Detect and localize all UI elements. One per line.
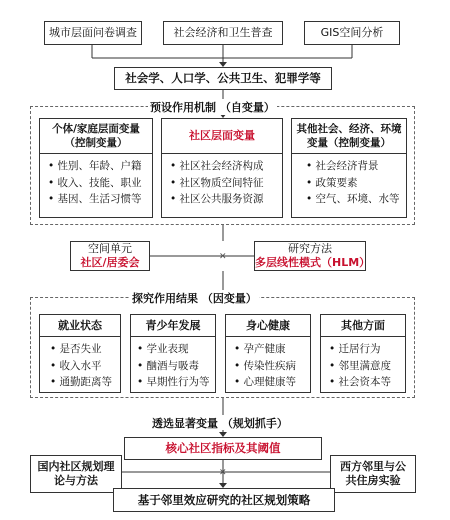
western-experiment-box xyxy=(330,455,416,493)
domestic-theory-label: 国内社区规划理论与方法 xyxy=(37,460,115,487)
result-col-title: 身心健康 xyxy=(226,315,310,337)
mechanism-col-title: 个体/家庭层面变量（控制变量） xyxy=(40,119,152,154)
list-item: • 空气、环境、水等 xyxy=(306,191,406,207)
list-item: • 传染性疾病 xyxy=(234,358,310,374)
list-item: • 通勤距离等 xyxy=(50,374,120,390)
list-item: • 社区公共服务资源 xyxy=(170,191,282,207)
source-census xyxy=(163,21,283,45)
western-experiment-label: 西方邻里与公共住房实验 xyxy=(340,460,406,487)
list-item: • 学业表现 xyxy=(137,341,215,357)
list-item: • 收入、技能、职业 xyxy=(48,175,152,191)
research-method-value: 多层线性模式（HLM） xyxy=(255,256,371,269)
core-indicator-box xyxy=(124,437,322,460)
result-col-title: 青少年发展 xyxy=(131,315,215,337)
research-method-box xyxy=(254,241,371,271)
result-col-title: 其他方面 xyxy=(321,315,405,337)
result-col-other xyxy=(320,314,406,393)
mechanism-col-title: 社区层面变量 xyxy=(162,119,282,154)
source-gis-label: GIS空间分析 xyxy=(320,26,384,40)
mechanism-col-title: 其他社会、经济、环境变量（控制变量） xyxy=(292,119,406,154)
list-item: • 早期性行为等 xyxy=(137,374,215,390)
results-label: 探究作用结果 （因变量） xyxy=(132,292,257,305)
result-col-title: 就业状态 xyxy=(40,315,120,337)
svg-text:✕: ✕ xyxy=(219,252,227,262)
research-method-title: 研究方法 xyxy=(288,242,332,256)
list-item: • 社会资本等 xyxy=(329,374,405,390)
disciplines-box xyxy=(114,67,332,90)
list-item: • 酗酒与吸毒 xyxy=(137,358,215,374)
spatial-unit-value: 社区/居委会 xyxy=(80,256,140,269)
list-item: • 是否失业 xyxy=(50,341,120,357)
list-item: • 政策要素 xyxy=(306,175,406,191)
result-col-youth xyxy=(130,314,216,393)
list-item: • 社区物质空间特征 xyxy=(170,175,282,191)
spatial-unit-title: 空间单元 xyxy=(88,242,132,256)
svg-text:✕: ✕ xyxy=(219,468,227,478)
final-strategy-box xyxy=(113,488,335,512)
select-label: 透选显著变量 （规划抓手） xyxy=(152,417,288,430)
list-item: • 孕产健康 xyxy=(234,341,310,357)
list-item: • 心理健康等 xyxy=(234,374,310,390)
mechanism-col-other xyxy=(291,118,407,218)
source-census-label: 社会经济和卫生普查 xyxy=(173,26,273,40)
source-survey-label: 城市层面问卷调查 xyxy=(49,26,137,40)
mechanism-col-individual xyxy=(39,118,153,218)
spatial-unit-box xyxy=(70,241,150,271)
list-item: • 迁居行为 xyxy=(329,341,405,357)
source-gis xyxy=(304,21,400,45)
list-item: • 邻里满意度 xyxy=(329,358,405,374)
list-item: • 社会经济背景 xyxy=(306,158,406,174)
mechanism-label: 预设作用机制 （自变量） xyxy=(150,101,275,114)
list-item: • 收入水平 xyxy=(50,358,120,374)
result-col-employment xyxy=(39,314,121,393)
core-indicator-label: 核心社区指标及其阈值 xyxy=(165,441,281,456)
result-col-health xyxy=(225,314,311,393)
source-survey xyxy=(44,21,142,45)
domestic-theory-box xyxy=(30,455,122,493)
list-item: • 社区社会经济构成 xyxy=(170,158,282,174)
final-strategy-label: 基于邻里效应研究的社区规划策略 xyxy=(137,492,311,507)
mechanism-col-community xyxy=(161,118,283,218)
list-item: • 性别、年龄、户籍 xyxy=(48,158,152,174)
list-item: • 基因、生活习惯等 xyxy=(48,191,152,207)
disciplines-label: 社会学、人口学、公共卫生、犯罪学等 xyxy=(125,71,321,86)
